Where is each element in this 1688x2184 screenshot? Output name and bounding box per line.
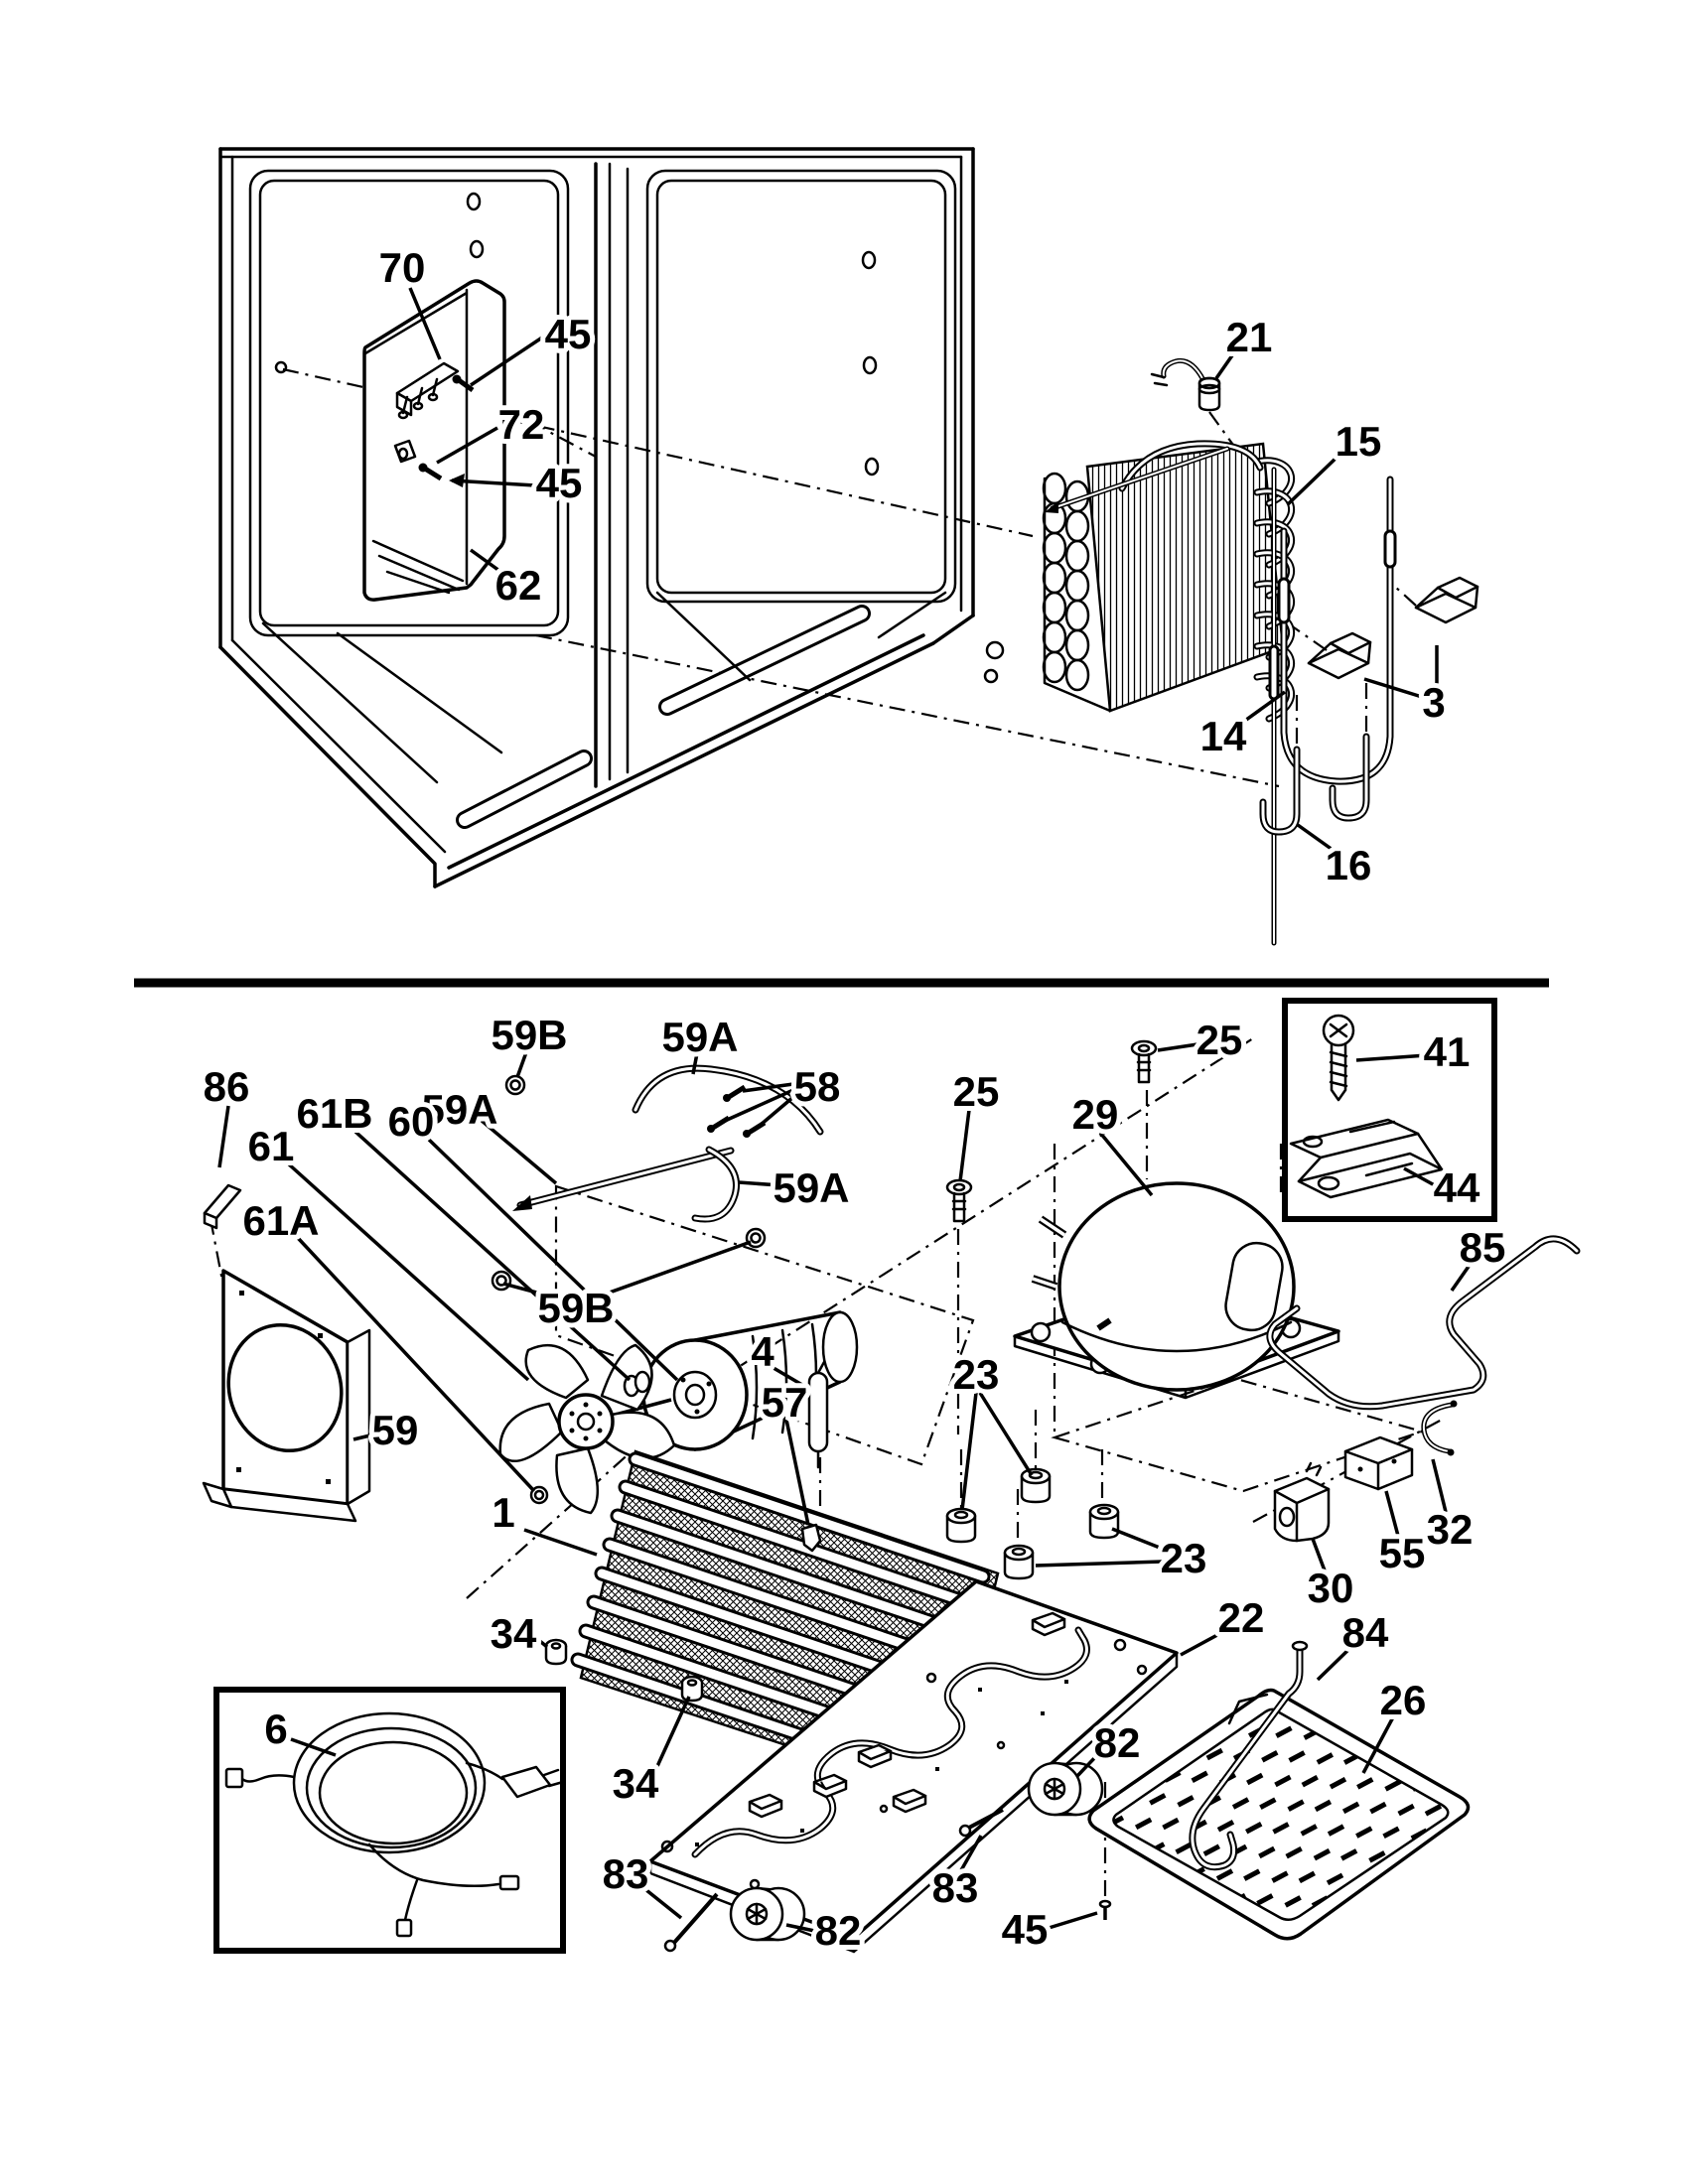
part-label-45: 45 — [535, 460, 583, 506]
part-label-4: 4 — [751, 1328, 774, 1375]
wire-clip-32 — [1424, 1401, 1458, 1456]
evaporator-15 — [1044, 444, 1292, 943]
leader-line-25 — [960, 1110, 969, 1181]
part-label-59B: 59B — [491, 1012, 568, 1058]
part-label-61B: 61B — [296, 1090, 373, 1137]
roller-82-right — [1029, 1763, 1102, 1815]
part-label-61: 61 — [247, 1123, 295, 1169]
leader-line-29 — [1100, 1133, 1152, 1195]
leader-line-23 — [980, 1393, 1032, 1475]
part-label-21: 21 — [1225, 314, 1273, 360]
part-label-44: 44 — [1433, 1164, 1480, 1211]
part-label-22: 22 — [1217, 1594, 1265, 1641]
screw-83-left — [665, 1894, 717, 1951]
cabinet — [220, 149, 1003, 887]
part-label-23: 23 — [952, 1351, 1000, 1398]
part-label-45: 45 — [1001, 1906, 1049, 1953]
screw-25-right — [1132, 1041, 1156, 1082]
leader-line-23 — [962, 1393, 976, 1510]
part-label-85: 85 — [1459, 1224, 1506, 1271]
tube-59A-straight — [512, 1151, 731, 1211]
filter-drier-4 — [809, 1362, 827, 1467]
leader-line-34 — [536, 1638, 547, 1647]
screw-45-bottom — [1100, 1901, 1110, 1920]
evaporator-bracket-3-left — [1309, 633, 1370, 678]
part-label-32: 32 — [1426, 1506, 1474, 1553]
leader-line-32 — [1433, 1459, 1446, 1512]
part-label-59A: 59A — [661, 1014, 739, 1060]
part-label-59B: 59B — [537, 1285, 615, 1331]
part-label-30: 30 — [1307, 1565, 1354, 1611]
part-label-16: 16 — [1325, 842, 1372, 888]
leader-line-23 — [1112, 1529, 1165, 1550]
part-label-1: 1 — [492, 1489, 515, 1536]
grommet-59B-1 — [506, 1076, 524, 1094]
leader-line-59B — [593, 1242, 751, 1298]
relay-30 — [1275, 1463, 1329, 1541]
fan-bracket-59 — [204, 1271, 369, 1521]
part-label-60: 60 — [387, 1098, 435, 1145]
part-label-3: 3 — [1422, 679, 1446, 726]
evaporator-bracket-3-right — [1416, 578, 1477, 622]
part-label-57: 57 — [761, 1379, 808, 1426]
part-label-82: 82 — [1093, 1719, 1141, 1766]
part-label-34: 34 — [490, 1610, 537, 1657]
part-label-72: 72 — [497, 401, 545, 448]
part-label-59A: 59A — [421, 1086, 498, 1133]
part-label-26: 26 — [1379, 1677, 1427, 1723]
part-label-14: 14 — [1199, 713, 1247, 759]
part-label-6: 6 — [264, 1706, 288, 1752]
grommet-34-right — [682, 1677, 702, 1701]
part-label-83: 83 — [602, 1850, 649, 1897]
evaporator-cover-62 — [364, 281, 504, 600]
screw-25-left — [947, 1180, 971, 1221]
part-label-25: 25 — [952, 1068, 1000, 1115]
wire-harness-85 — [1270, 1239, 1577, 1407]
drain-pan-26 — [1089, 1691, 1468, 1939]
leader-line-86 — [219, 1106, 228, 1167]
part-label-55: 55 — [1378, 1530, 1426, 1576]
part-label-70: 70 — [378, 244, 426, 291]
grommet-59B-2 — [492, 1272, 510, 1290]
leader-line-45 — [1046, 1913, 1097, 1929]
roller-82-left — [731, 1888, 804, 1940]
mounting-clip-86 — [205, 1185, 240, 1228]
part-label-58: 58 — [793, 1063, 841, 1110]
part-label-45: 45 — [544, 311, 592, 357]
leader-line-23 — [1036, 1562, 1163, 1566]
leader-line-15 — [1288, 455, 1339, 504]
thermostat-21 — [1152, 360, 1219, 410]
leader-line-25 — [1158, 1044, 1197, 1050]
part-label-15: 15 — [1335, 418, 1382, 465]
compressor-29 — [1033, 1183, 1294, 1390]
screws-58 — [707, 1087, 765, 1138]
part-label-82: 82 — [814, 1907, 862, 1954]
part-label-23: 23 — [1160, 1535, 1207, 1581]
part-label-61A: 61A — [242, 1197, 320, 1244]
part-label-59: 59 — [371, 1407, 419, 1453]
part-label-41: 41 — [1423, 1028, 1471, 1075]
part-label-86: 86 — [203, 1063, 250, 1110]
overload-55 — [1345, 1437, 1412, 1489]
part-label-83: 83 — [931, 1864, 979, 1911]
part-label-84: 84 — [1341, 1609, 1389, 1656]
leader-line-1 — [524, 1530, 597, 1555]
part-label-59A: 59A — [773, 1164, 850, 1211]
grommet-34-left — [546, 1640, 566, 1664]
part-label-62: 62 — [494, 562, 542, 609]
part-label-29: 29 — [1071, 1091, 1119, 1138]
part-label-25: 25 — [1196, 1017, 1243, 1063]
part-label-34: 34 — [612, 1760, 659, 1807]
